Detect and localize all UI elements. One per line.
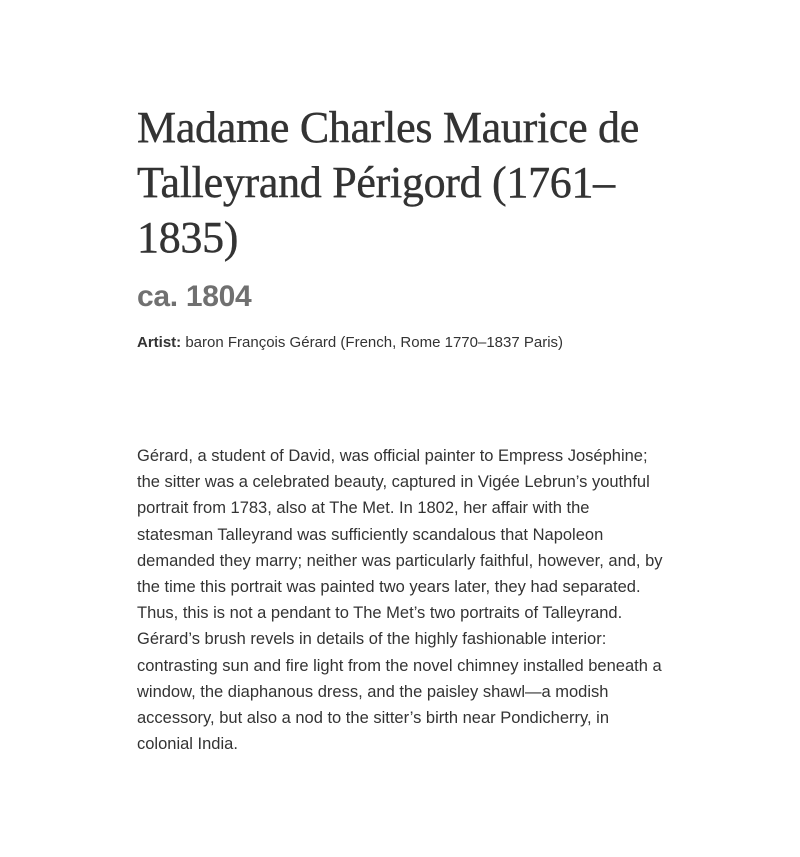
artist-value: baron François Gérard (French, Rome 1770–1837 Paris) — [185, 334, 564, 351]
artist-label: Artist: — [137, 334, 182, 351]
artwork-date: ca. 1804 — [137, 280, 252, 313]
artwork-header — [137, 100, 667, 353]
artist-line — [137, 333, 667, 353]
artwork-description: Gérard, a student of David, was official painter to Empress Joséphine; the sitter was a celebrated beauty, captured in Vigée Lebrun’s youthful portrait from 1783, also at The Met. In 1802, her affair with the statesman Talleyrand was sufficiently scandalous that Napoleon demanded they marry; neither was particularly faithful, however, and, by the time this portrait was painted two years later, they had separated. Thus, this is not a pendant to The Met’s two portraits of Talleyrand. Gérard’s brush revels in details of the highly fashionable interior: contrasting sun and fire light from the novel chimney installed beneath a window, the diaphanous dress, and the paisley shawl—a modish accessory, but also a nod to the sitter’s birth near Pondicherry, in colonial India. — [137, 447, 663, 754]
artwork-title: Madame Charles Maurice de Talleyrand Périgord (1761–1835) — [137, 103, 639, 262]
